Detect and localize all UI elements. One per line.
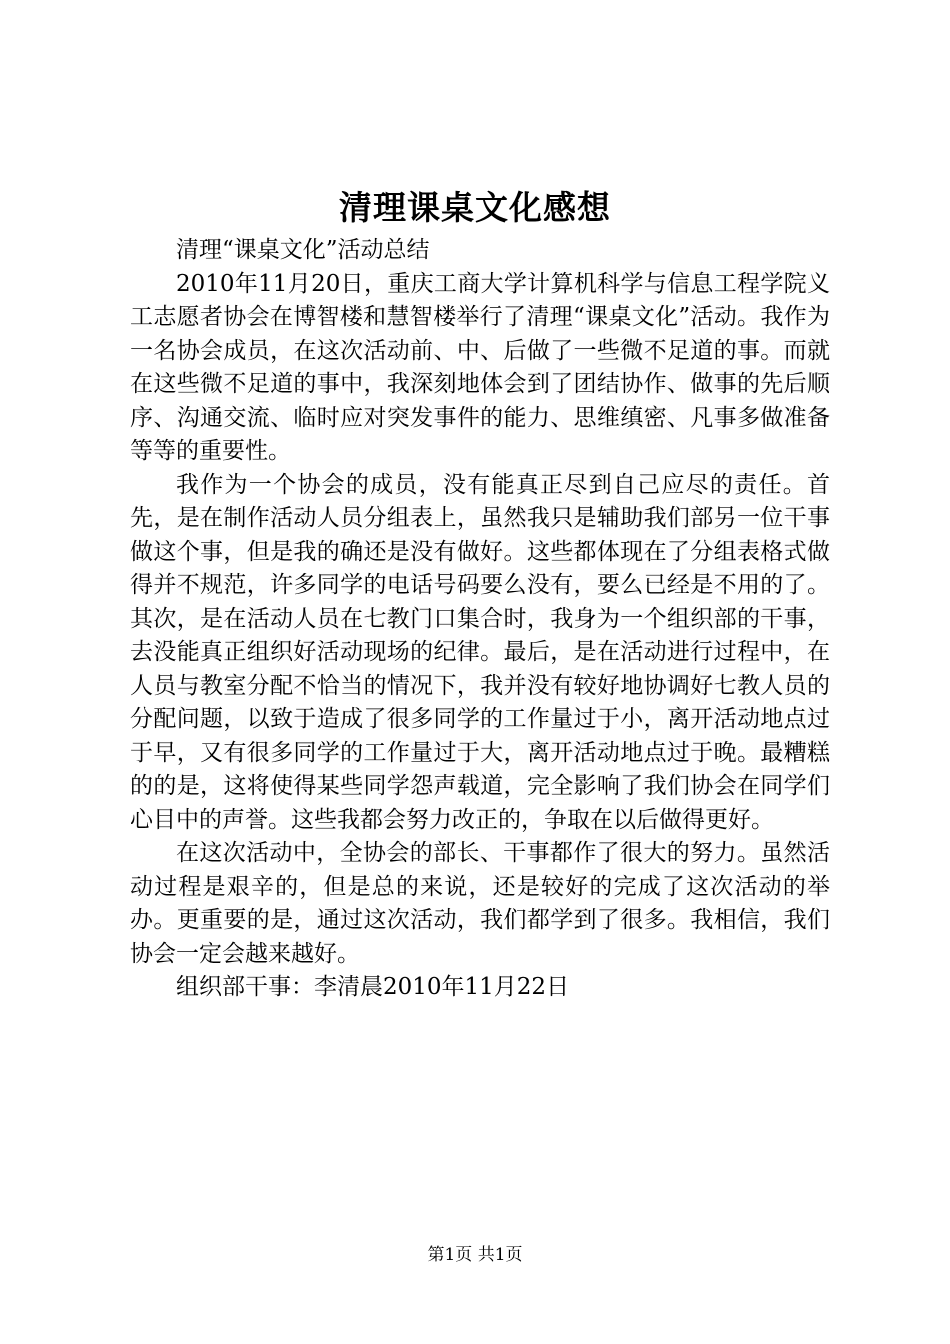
page-number-footer: 第1页 共1页 [427,1245,523,1265]
paragraph-subtitle: 清理“课桌文化”活动总结 [176,237,430,263]
paragraph-reflection: 我作为一个协会的成员，没有能真正尽到自己应尽的责任。首先，是在制作活动人员分组表上，虽然我只是辅助我们部另一位干事做这个事，但是我的确还是没有做好。这些都体现在了分组表格式做得并不规范，许多同学的电话号码要么没有，要么已经是不用的了。其次，是在活动人员在七教门口集合时，我身为一个组织部的干事，去没能真正组织好活动现场的纪律。最后，是在活动进行过程中，在人员与教室分配不恰当的情况下，我并没有较好地协调好七教人员的分配问题，以致于造成了很多同学的工作量过于小，离开活动地点过于早，又有很多同学的工作量过于大，离开活动地点过于晚。最糟糕的的是，这将使得某些同学怨声载道，完全影响了我们协会在同学们心目中的声誉。这些我都会努力改正的，争取在以后做得更好。 [130,471,830,833]
paragraph-intro: 2010年11月20日，重庆工商大学计算机科学与信息工程学院义工志愿者协会在博智楼和慧智楼举行了清理“课桌文化”活动。我作为一名协会成员，在这次活动前、中、后做了一些微不足道的事。而就在这些微不足道的事中，我深刻地体会到了团结协作、做事的先后顺序、沟通交流、临时应对突发事件的能力、思维缜密、凡事多做准备等等的重要性。 [130,270,830,464]
document-body [130,234,830,1005]
paragraph-conclusion: 在这次活动中，全协会的部长、干事都作了很大的努力。虽然活动过程是艰辛的，但是总的来说，还是较好的完成了这次活动的举办。更重要的是，通过这次活动，我们都学到了很多。我相信，我们协会一定会越来越好。 [130,840,830,967]
paragraph-signature: 组织部干事：李清晨2010年11月22日 [176,974,570,1000]
document-title: 清理课桌文化感想 [339,188,611,227]
